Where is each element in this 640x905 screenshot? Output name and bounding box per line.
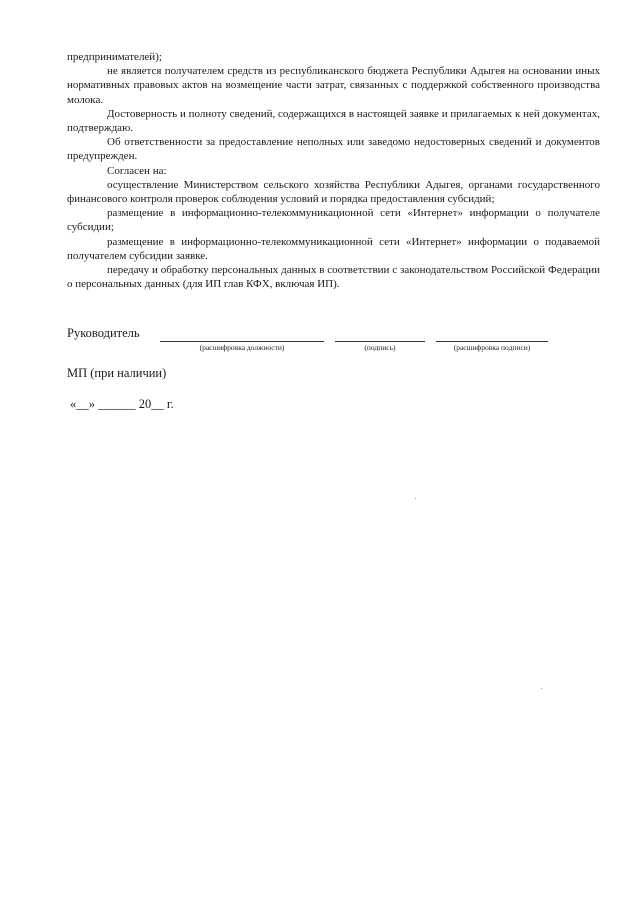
paragraph: Достоверность и полноту сведений, содержащихся в настоящей заявке и прилагаемых к ней документах, подтверждаю.: [67, 107, 600, 135]
signature-label: Руководитель: [67, 326, 140, 340]
signature-line: [335, 341, 425, 342]
paragraph: размещение в информационно-телекоммуникационной сети «Интернет» информации о получателе субсидии;: [67, 207, 600, 234]
paragraph: осуществление Министерством сельского хозяйства Республики Адыгея, органами государственного финансового контроля проверок соблюдения условий и порядка предоставления субсидий;: [67, 178, 600, 206]
paragraph: предпринимателей);: [67, 51, 162, 63]
paragraph: размещение в информационно-телекоммуникационной сети «Интернет» информации о подаваемой получателем субсидии заявке.: [67, 235, 600, 262]
paragraph: Согласен на:: [107, 164, 167, 177]
paragraph: передачу и обработку персональных данных в соответствии с законодательством Российской Федерации о персональных данных (для ИП глав КФХ, включая ИП).: [67, 264, 600, 291]
document-body: [67, 50, 600, 291]
signature-caption: (подпись): [364, 343, 396, 352]
name-caption: (расшифровка подписи): [453, 343, 531, 352]
position-caption: (расшифровка должности): [199, 343, 285, 352]
position-line: [160, 341, 324, 342]
paragraph: не является получателем средств из республиканского бюджета Республики Адыгея на основании иных нормативных правовых актов на возмещение части затрат, связанных с поддержкой собственного производства молока.: [67, 65, 600, 106]
scan-speck: [541, 688, 542, 689]
paragraph: Об ответственности за предоставление неполных или заведомо недостоверных сведений и документов предупрежден.: [67, 136, 600, 163]
stamp-place: МП (при наличии): [67, 366, 167, 380]
date-field: «__» ______ 20__ г.: [70, 397, 174, 411]
signature-block: [67, 326, 600, 356]
name-line: [436, 341, 548, 342]
scan-speck: [415, 498, 416, 499]
